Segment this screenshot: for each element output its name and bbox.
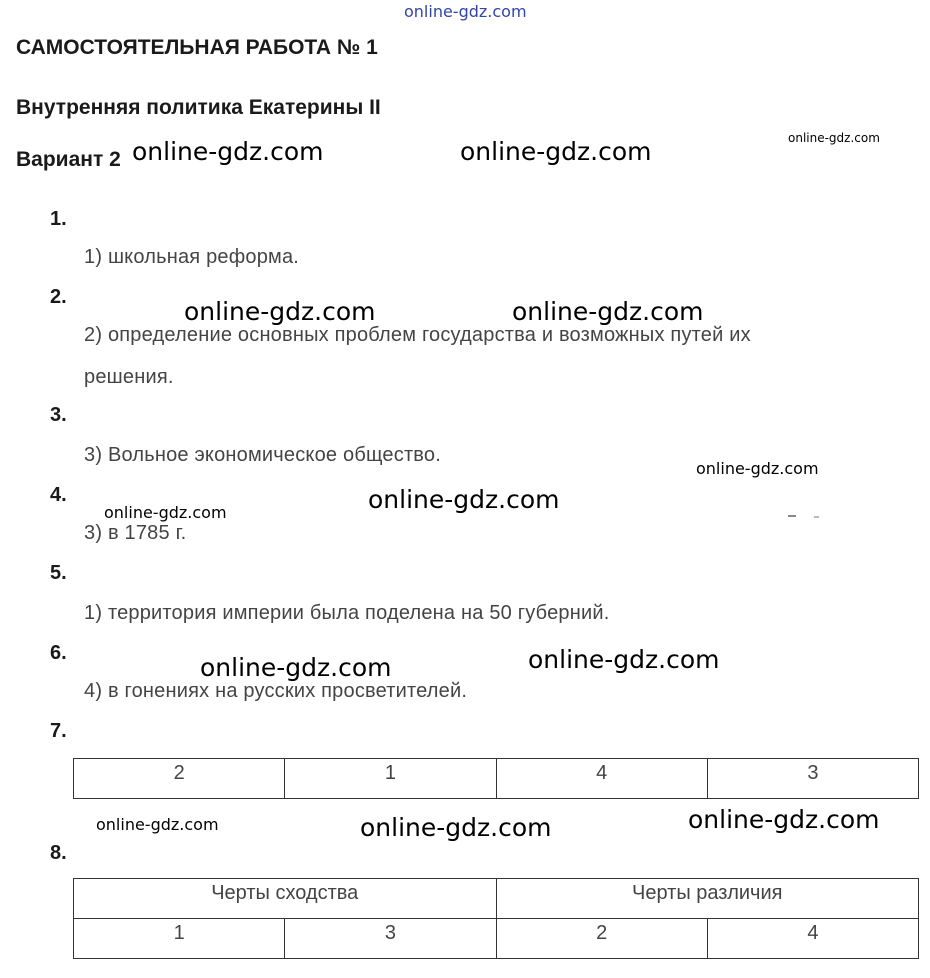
stray-mark [788, 515, 796, 517]
table-cell: 3 [707, 759, 918, 799]
question-number: 1. [50, 208, 67, 230]
watermark: online-gdz.com [512, 297, 704, 326]
watermark: online-gdz.com [104, 503, 227, 522]
table-cell: 3 [285, 919, 496, 959]
table-header-differences: Черты различия [496, 879, 919, 919]
page-subtitle: Внутренняя политика Екатерины II [16, 96, 381, 119]
question-number: 8. [50, 842, 67, 864]
watermark: online-gdz.com [200, 653, 392, 682]
question-number: 3. [50, 404, 67, 426]
page-title: САМОСТОЯТЕЛЬНАЯ РАБОТА № 1 [16, 36, 378, 59]
answer-text: 1) школьная реформа. [84, 246, 300, 268]
answer-text: 2) определение основных проблем государства и возможных путей их [84, 324, 751, 346]
table-cell: 4 [707, 919, 918, 959]
watermark: online-gdz.com [132, 137, 324, 166]
table-header-similarities: Черты сходства [74, 879, 497, 919]
watermark-top: online-gdz.com [404, 2, 527, 21]
watermark: online-gdz.com [528, 645, 720, 674]
table-cell: 1 [285, 759, 496, 799]
watermark: online-gdz.com [96, 815, 219, 834]
answer-text: 1) территория империи была поделена на 50 губерний. [84, 602, 610, 624]
watermark: online-gdz.com [184, 297, 376, 326]
question-number: 4. [50, 484, 67, 506]
question-number: 5. [50, 562, 67, 584]
answer-text: 4) в гонениях на русских просветителей. [84, 680, 468, 702]
table-cell: 4 [496, 759, 707, 799]
stray-mark [814, 516, 819, 518]
watermark: online-gdz.com [460, 137, 652, 166]
watermark: online-gdz.com [696, 459, 819, 478]
table-cell: 2 [496, 919, 707, 959]
question-number: 2. [50, 286, 67, 308]
variant-label: Вариант 2 [16, 148, 121, 171]
table-cell: 2 [74, 759, 285, 799]
answer-text: 3) Вольное экономическое общество. [84, 444, 441, 466]
question-number: 6. [50, 642, 67, 664]
answer-table-q8 [73, 878, 919, 959]
question-number: 7. [50, 720, 67, 742]
watermark: online-gdz.com [368, 485, 560, 514]
watermark: online-gdz.com [788, 131, 880, 145]
watermark: online-gdz.com [360, 813, 552, 842]
answer-table-q7 [73, 758, 919, 799]
answer-text: 3) в 1785 г. [84, 522, 187, 544]
answer-text-continued: решения. [84, 366, 174, 388]
table-cell: 1 [74, 919, 285, 959]
watermark: online-gdz.com [688, 805, 880, 834]
